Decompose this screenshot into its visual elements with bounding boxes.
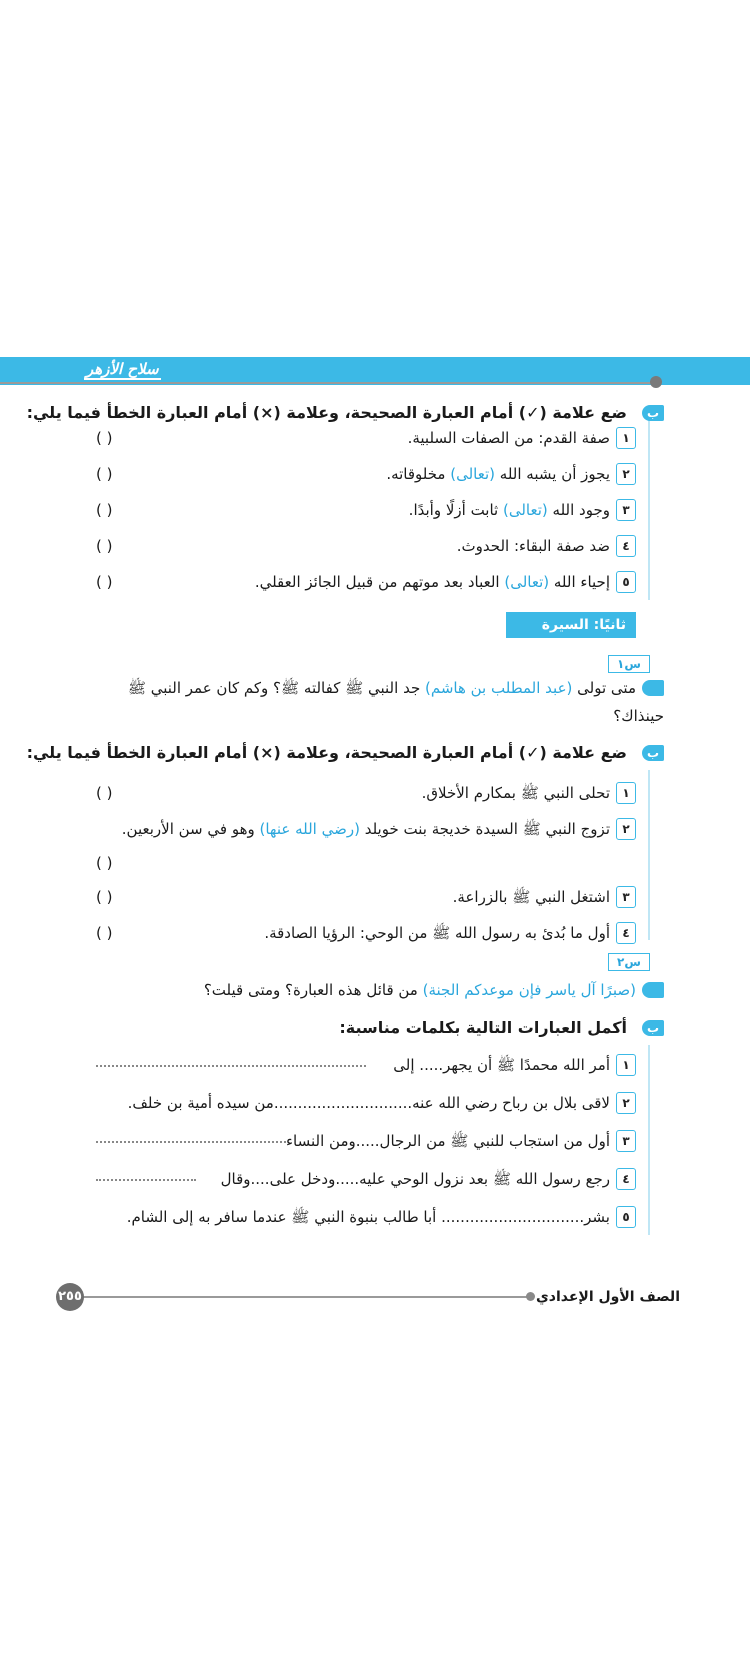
part-a-tag [642, 982, 664, 998]
question-title: أكمل العبارات التالية بكلمات مناسبة: [339, 1018, 627, 1037]
list-item [0, 1052, 750, 1080]
answer-paren[interactable]: ( ) [96, 573, 113, 591]
list-item [0, 920, 750, 948]
item-text: ضد صفة البقاء: الحدوث. [456, 537, 610, 555]
header-rule [0, 382, 658, 384]
item-number: ١ [616, 427, 636, 449]
question-title: ضع علامة (✓) أمام العبارة الصحيحة، وعلامة (×) أمام العبارة الخطأ فيما يلي: [26, 743, 627, 762]
item-text: تزوج النبي ﷺ السيدة خديجة بنت خويلد (رضي الله عنها) وهو في سن الأربعين. [121, 820, 610, 838]
item-text: لاقى بلال بن رباح رضي الله عنه.............................من سيده أمية بن خلف. [127, 1094, 610, 1112]
list-item [0, 1128, 750, 1156]
item-text: إحياء الله (تعالى) العباد بعد موتهم من قبيل الجائز العقلي. [254, 573, 610, 591]
list-item [0, 780, 750, 808]
list-item [0, 497, 750, 525]
item-text: رجع رسول الله ﷺ بعد نزول الوحي عليه.....ودخل على....وقال [220, 1170, 610, 1188]
item-number: ١ [616, 1054, 636, 1076]
question-text: متى تولى (عبد المطلب بن هاشم) جد النبي ﷺ كفالته ﷺ؟ وكم كان عمر النبي ﷺ [127, 679, 636, 697]
question-row [0, 1015, 750, 1045]
list-item [0, 461, 750, 489]
item-number: ٣ [616, 499, 636, 521]
part-b-tag: ب [642, 405, 664, 421]
blank-line[interactable] [96, 1065, 366, 1067]
question-row [0, 977, 750, 1007]
blank-line[interactable] [96, 1179, 196, 1181]
answer-paren[interactable]: ( ) [96, 784, 113, 802]
answer-paren[interactable]: ( ) [96, 465, 113, 483]
list-item [0, 1204, 750, 1232]
item-text: اشتغل النبي ﷺ بالزراعة. [452, 888, 610, 906]
item-text: أمر الله محمدًا ﷺ أن يجهر..... إلى [393, 1056, 610, 1074]
answer-paren[interactable]: ( ) [96, 854, 113, 872]
header-dot [650, 376, 662, 388]
item-text: أول ما بُدئ به رسول الله ﷺ من الوحي: الرؤيا الصادقة. [264, 924, 610, 942]
part-a-tag [642, 680, 664, 696]
item-text: وجود الله (تعالى) ثابت أزلًا وأبدًا. [408, 501, 610, 519]
question-title: ضع علامة (✓) أمام العبارة الصحيحة، وعلامة (×) أمام العبارة الخطأ فيما يلي: [26, 403, 627, 422]
brand-logo: سلاح الأزهر [86, 360, 159, 378]
list-item [0, 1090, 750, 1118]
answer-paren[interactable]: ( ) [96, 888, 113, 906]
item-number: ٥ [616, 571, 636, 593]
item-number: ٢ [616, 818, 636, 840]
blank-line[interactable] [96, 1141, 286, 1143]
list-item [0, 569, 750, 597]
answer-paren[interactable]: ( ) [96, 501, 113, 519]
question-text-line2: حينذاك؟ [613, 707, 664, 725]
item-number: ٤ [616, 922, 636, 944]
item-number: ٤ [616, 535, 636, 557]
item-text: تحلى النبي ﷺ بمكارم الأخلاق. [421, 784, 610, 802]
item-text: بشر.............................. أبا طالب بنبوة النبي ﷺ عندما سافر به إلى الشام. [126, 1208, 610, 1226]
question-text: (صبرًا آل ياسر فإن موعدكم الجنة) من قائل هذه العبارة؟ ومتى قيلت؟ [203, 981, 636, 999]
answer-paren[interactable]: ( ) [96, 924, 113, 942]
list-item [0, 816, 750, 844]
question-row [0, 740, 750, 770]
page-number: ٢٥٥ [56, 1283, 84, 1311]
item-number: ٥ [616, 1206, 636, 1228]
item-text: أول من استجاب للنبي ﷺ من الرجال.....ومن النساء [285, 1132, 610, 1150]
question-number-box: س١ [608, 655, 650, 673]
item-number: ٣ [616, 1130, 636, 1152]
part-b-tag: ب [642, 1020, 664, 1036]
item-number: ٤ [616, 1168, 636, 1190]
answer-paren[interactable]: ( ) [96, 537, 113, 555]
part-b-tag: ب [642, 745, 664, 761]
list-item [0, 884, 750, 912]
question-number-box: س٢ [608, 953, 650, 971]
footer-rule [80, 1296, 530, 1298]
answer-paren[interactable]: ( ) [96, 429, 113, 447]
list-item-answer [0, 850, 750, 878]
question-row-continued [0, 703, 750, 733]
item-number: ٢ [616, 463, 636, 485]
item-text: صفة القدم: من الصفات السلبية. [407, 429, 610, 447]
item-number: ٢ [616, 1092, 636, 1114]
list-item [0, 533, 750, 561]
item-number: ٣ [616, 886, 636, 908]
list-item [0, 1166, 750, 1194]
section-heading: ثانيًا: السيرة [506, 612, 636, 638]
question-row [0, 675, 750, 705]
list-item [0, 425, 750, 453]
item-number: ١ [616, 782, 636, 804]
item-text: يجوز أن يشبه الله (تعالى) مخلوقاته. [386, 465, 610, 483]
footer-dot [526, 1292, 535, 1301]
footer-grade: الصف الأول الإعدادي [535, 1289, 680, 1305]
